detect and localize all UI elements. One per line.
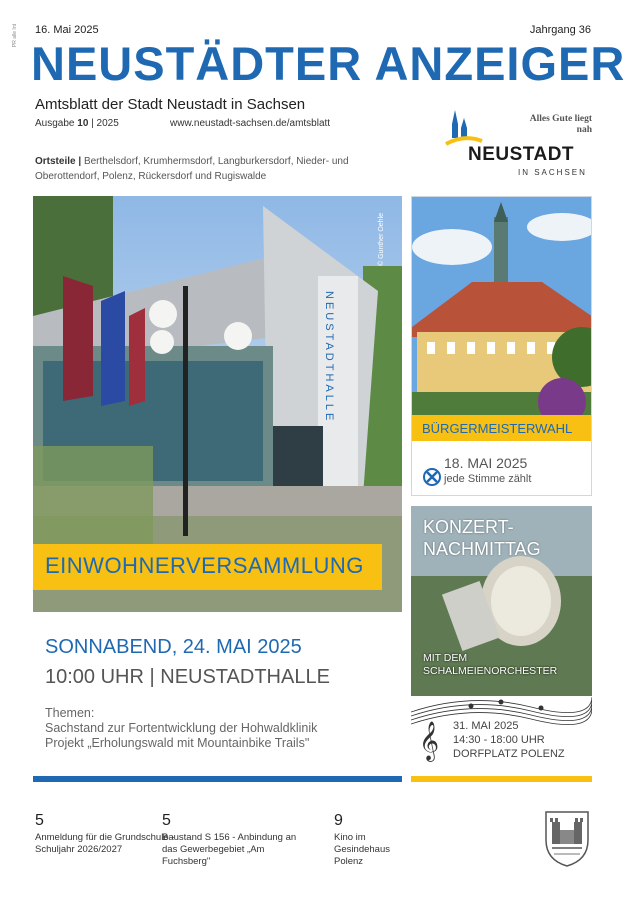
- issue-year: | 2025: [91, 118, 119, 129]
- citizens-meeting-card[interactable]: [33, 196, 402, 782]
- concert-subtitle: [423, 652, 557, 678]
- issue-number-value: 10: [77, 118, 89, 129]
- card-bottom-rule: [33, 776, 402, 782]
- teaser-text: Baustand S 156 - Anbindung an das Gewerbegebiet „Am Fuchsberg": [162, 832, 297, 867]
- logo-name: NEUSTADT: [468, 144, 575, 165]
- card-bottom-rule: [411, 776, 592, 782]
- logo-tagline: Alles Gute liegt nah: [529, 114, 592, 135]
- concert-card[interactable]: [411, 506, 592, 782]
- teaser-text: Kino im Gesindehaus Polenz: [334, 832, 390, 867]
- teaser-item[interactable]: [35, 812, 175, 856]
- ballot-cross-icon: [422, 467, 442, 487]
- concert-time: 14:30 - 18:00 UHR: [453, 734, 545, 746]
- volume-label: Jahrgang 36: [529, 24, 591, 36]
- logo-sub: IN SACHSEN: [518, 168, 587, 177]
- districts-text: Berthelsdorf, Krumhermsdorf, Langburkersdorf, Nieder- und Oberottendorf, Polenz, Rückersdorf und Rugiswalde: [35, 156, 349, 182]
- hall-sign: NEUSTADTHALLE: [323, 291, 335, 424]
- election-title: BÜRGERMEISTERWAHL: [422, 421, 573, 436]
- website-link[interactable]: www.neustadt-sachsen.de/amtsblatt: [170, 118, 331, 129]
- concert-title-line: NACHMITTAG: [423, 539, 541, 559]
- town-hall-photo: [412, 197, 592, 437]
- election-date: 18. MAI 2025: [444, 455, 528, 471]
- concert-date: 31. MAI 2025: [453, 720, 519, 732]
- election-slogan: jede Stimme zählt: [444, 473, 532, 485]
- photo-credit: © Gunther Oehle: [378, 212, 385, 266]
- event-banner-text: EINWOHNERVERSAMMLUNG: [45, 553, 364, 578]
- districts-label: Ortsteile |: [35, 156, 82, 167]
- issue-prefix: Ausgabe: [35, 118, 75, 129]
- side-note: PR alle Int: [12, 24, 18, 48]
- teaser-page: 9: [334, 812, 343, 829]
- issue-number: [35, 118, 119, 129]
- topic-item: Sachstand zur Fortentwicklung der Hohwaldklinik: [45, 721, 318, 735]
- concert-subtitle-line: SCHALMEIENORCHESTER: [423, 665, 558, 677]
- svg-text:𝄞: 𝄞: [419, 722, 440, 760]
- teaser-item[interactable]: [162, 812, 297, 868]
- teaser-text: Anmeldung für die Grundschule - Schuljahr 2026/2027: [35, 832, 175, 855]
- concert-place: DORFPLATZ POLENZ: [453, 748, 565, 760]
- city-crest-icon: [544, 810, 590, 868]
- concert-title: [423, 516, 541, 560]
- mayor-election-card[interactable]: [411, 196, 592, 496]
- masthead-subtitle: Amtsblatt der Stadt Neustadt in Sachsen: [35, 96, 306, 113]
- masthead-title: NEUSTÄDTER ANZEIGER: [31, 37, 625, 90]
- issue-date: 16. Mai 2025: [35, 24, 99, 36]
- event-date: SONNABEND, 24. MAI 2025: [45, 636, 302, 658]
- election-title-bar: [412, 415, 592, 441]
- districts-line: [35, 154, 395, 184]
- teaser-page: 5: [162, 812, 171, 829]
- teaser-item[interactable]: [334, 812, 404, 868]
- concert-title-line: KONZERT-: [423, 517, 514, 537]
- teaser-page: 5: [35, 812, 44, 829]
- topics-label: Themen:: [45, 706, 95, 720]
- concert-subtitle-line: MIT DEM: [423, 652, 468, 664]
- event-time: 10:00 UHR | NEUSTADTHALLE: [45, 666, 330, 688]
- topic-item: Projekt „Erholungswald mit Mountainbike Trails": [45, 736, 310, 750]
- event-banner: [33, 544, 382, 590]
